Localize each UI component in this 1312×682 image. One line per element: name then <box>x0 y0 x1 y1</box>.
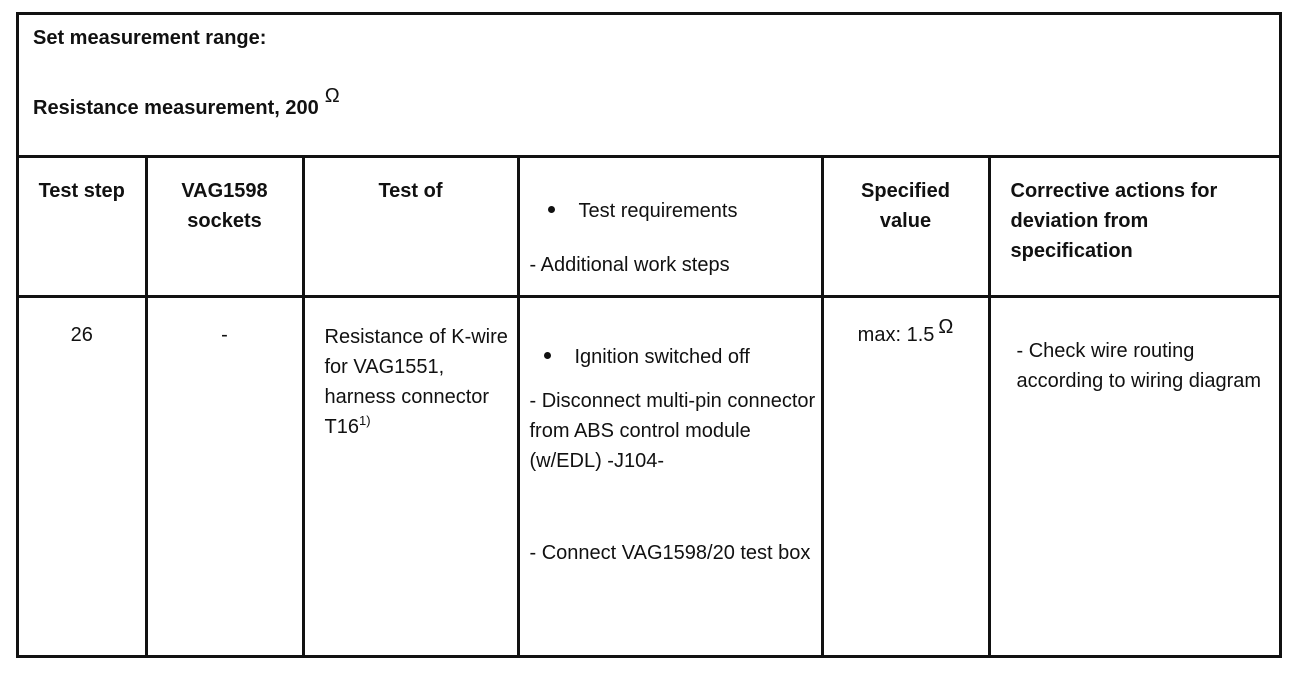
ohm-symbol: Ω <box>324 85 340 107</box>
requirement-text: Ignition switched off <box>574 345 750 368</box>
additional-steps-label: - Additional work steps <box>529 254 730 276</box>
col-header-test-step: Test step <box>19 158 146 296</box>
cell-sockets: - <box>146 296 303 658</box>
cell-test-of <box>303 296 518 658</box>
cell-test-step: 26 <box>70 323 93 346</box>
table-row <box>19 296 1279 658</box>
test-table-sheet <box>16 12 1282 658</box>
bullet-icon <box>544 352 551 359</box>
col-header-sockets: VAG1598 sockets <box>146 158 303 296</box>
col-header-corrective: Corrective actions for deviation from specification <box>989 158 1279 296</box>
requirements-label: Test requirements <box>578 200 738 222</box>
test-of-text: Resistance of K-wire for VAG1551, harness connector T16 <box>324 325 508 438</box>
table-header-row <box>19 158 1279 296</box>
specified-value-text: max: 1.5 <box>857 323 935 346</box>
bullet-icon <box>548 206 555 213</box>
ohm-symbol: Ω <box>938 315 954 338</box>
range-label: Set measurement range: <box>33 27 267 49</box>
work-step-disconnect: - Disconnect multi-pin connector from ABS control module (w/EDL) -J104- <box>529 389 816 472</box>
cell-requirements <box>518 296 822 658</box>
measurement-range-header <box>19 15 1279 158</box>
range-value <box>33 85 1279 121</box>
col-header-requirements <box>518 158 822 296</box>
cell-specified-value <box>822 296 989 658</box>
work-step-connect: - Connect VAG1598/20 test box <box>529 541 811 564</box>
cell-corrective: - Check wire routing according to wiring diagram <box>989 296 1279 658</box>
test-table <box>19 158 1279 658</box>
col-header-test-of: Test of <box>303 158 518 296</box>
col-header-specified: Specified value <box>822 158 989 296</box>
requirements-bullet <box>530 196 820 226</box>
test-of-footnote: 1) <box>358 412 371 428</box>
range-value-text: Resistance measurement, 200 <box>33 97 319 119</box>
requirement-bullet <box>530 342 820 372</box>
